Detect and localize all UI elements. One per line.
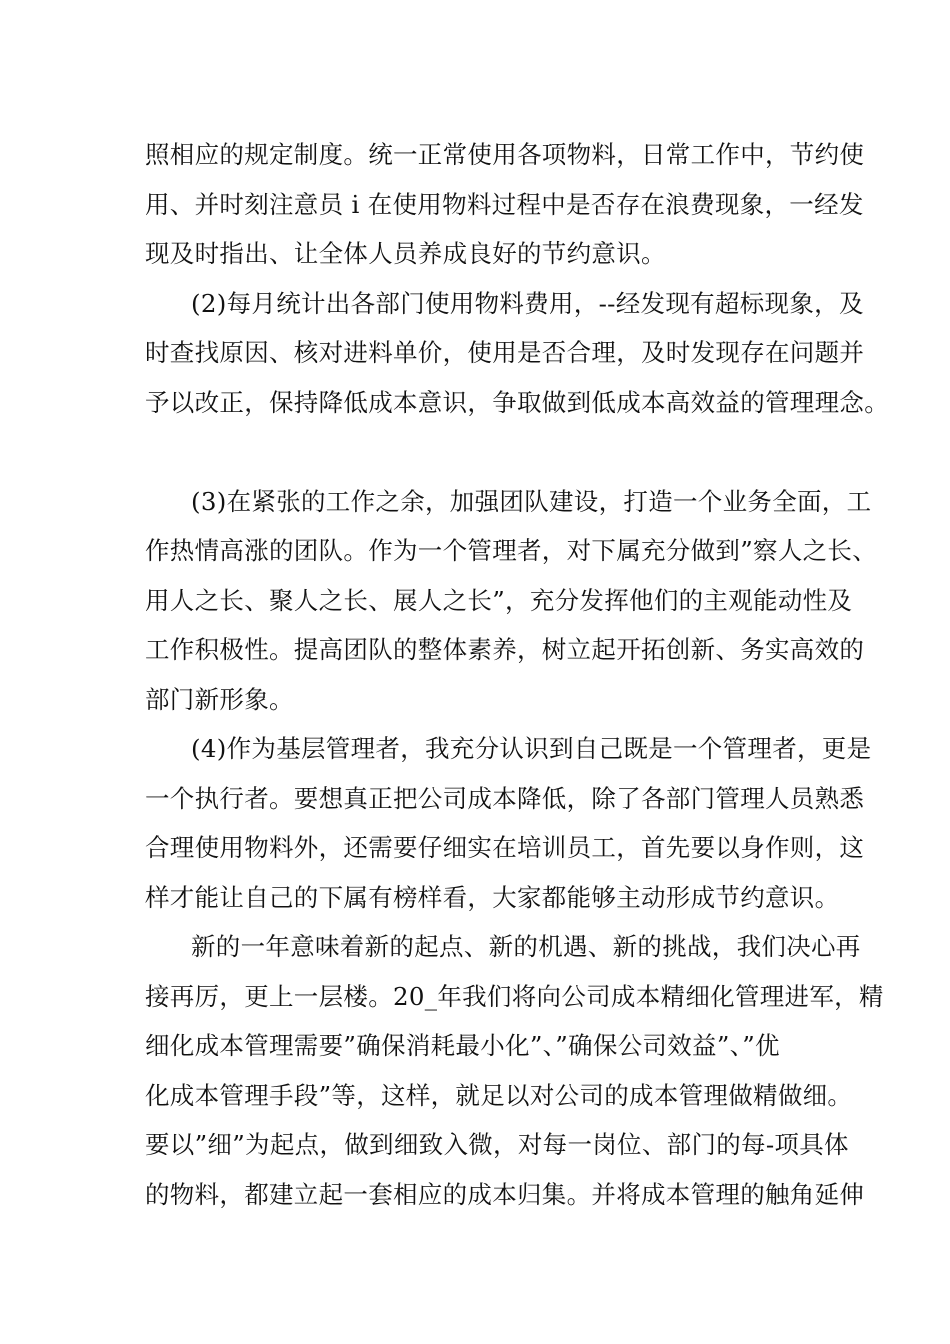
text-line: 新的一年意味着新的起点、新的机遇、新的挑战，我们决心再 [191,932,861,961]
text-line: (2)每月统计出各部门使用物料费用，--经发现有超标现象，及 [191,288,864,318]
text-line: 接再厉，更上一层楼。20_年我们将向公司成本精细化管理进军，精 [145,981,884,1011]
text-line: 细化成本管理需要”确保消耗最小化”、”确保公司效益”、”优 [145,1031,780,1060]
paragraph-new-year [145,922,884,1219]
text-line: 部门新形象。 [145,684,294,714]
text-line: 用、并时刻注意员 i 在使用物料过程中是否存在浪费现象，一经发 [145,189,864,219]
paragraph-item-3 [145,477,878,725]
text-line: 用人之长、聚人之长、展人之长”，充分发挥他们的主观能动性及 [145,585,853,615]
document-body [145,130,889,1219]
text-line: 作热情高涨的团队。作为一个管理者，对下属充分做到”察人之长、 [145,536,878,565]
text-line: 的物料，都建立起一套相应的成本归集。并将成本管理的触角延伸 [145,1179,865,1209]
text-line: 时查找原因、核对进料单价，使用是否合理，及时发现存在问题并 [145,338,865,367]
paragraph-item-2 [145,279,889,428]
text-line: 照相应的规定制度。统一正常使用各项物料，日常工作中，节约使 [145,140,865,169]
text-line: 一个执行者。要想真正把公司成本降低，除了各部门管理人员熟悉 [145,783,865,813]
text-line: 样才能让自己的下属有榜样看，大家都能够主动形成节约意识。 [145,882,840,912]
paragraph-spacer [145,427,820,477]
text-line: 要以”细”为起点，做到细致入微，对每一岗位、部门的每-项具体 [145,1130,849,1159]
text-line: (4)作为基层管理者，我充分认识到自己既是一个管理者，更是 [191,734,872,763]
text-line: (3)在紧张的工作之余，加强团队建设，打造一个业务全面，工 [191,486,872,516]
paragraph-continuation [145,130,865,279]
text-line: 现及时指出、让全体人员养成良好的节约意识。 [145,239,666,268]
text-line: 工作积极性。提高团队的整体素养，树立起开拓创新、务实高效的 [145,635,865,664]
text-line: 合理使用物料外，还需要仔细实在培训员工，首先要以身作则，这 [145,833,865,862]
text-line: 予以改正，保持降低成本意识，争取做到低成本高效益的管理理念。 [145,387,889,417]
paragraph-item-4 [145,724,872,922]
text-line: 化成本管理手段”等，这样，就足以对公司的成本管理做精做细。 [145,1080,853,1110]
